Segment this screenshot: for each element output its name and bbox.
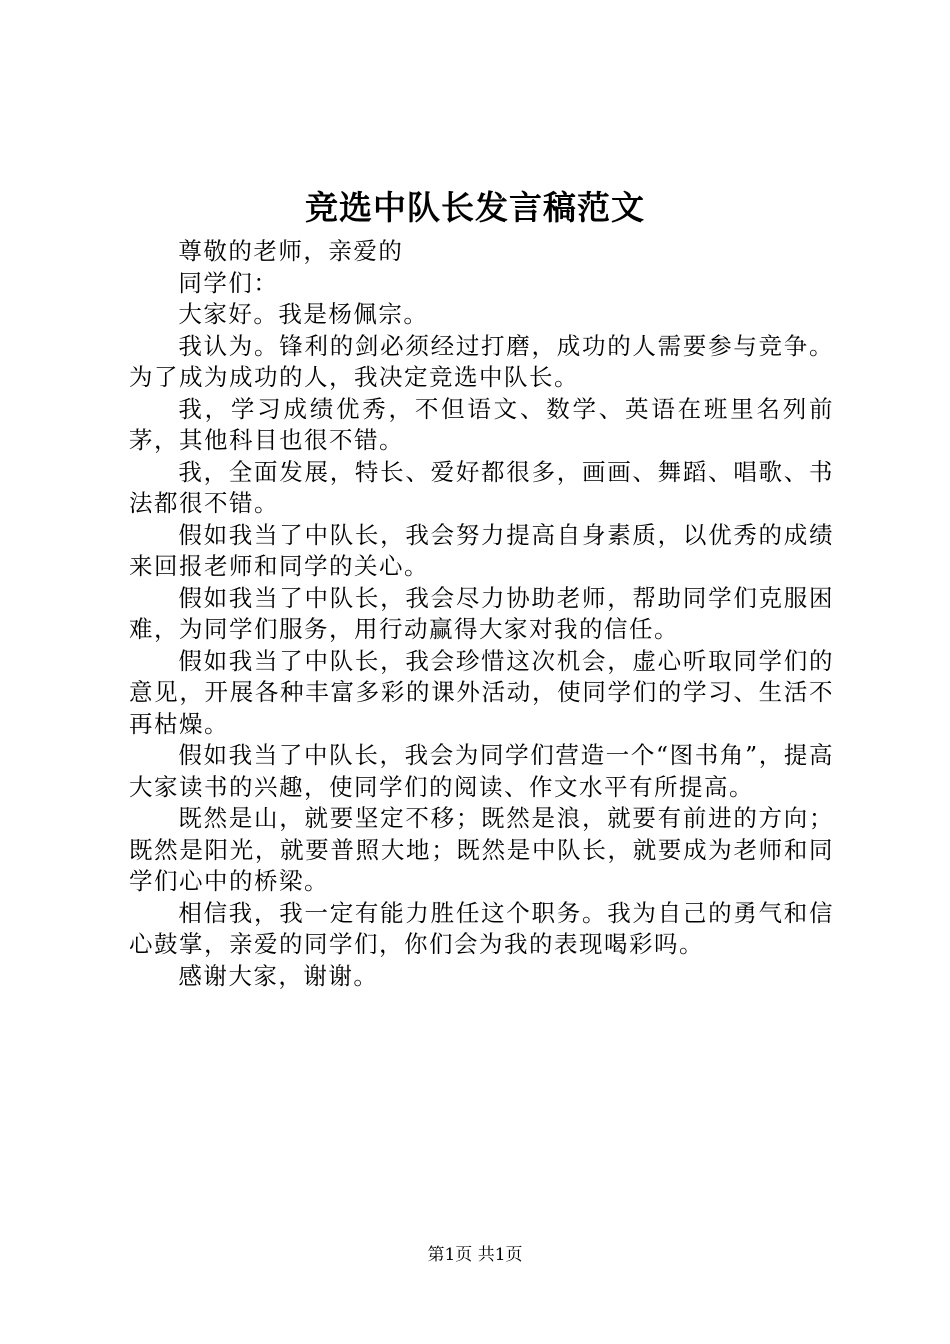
paragraph: 假如我当了中队长，我会珍惜这次机会，虚心听取同学们的意见，开展各种丰富多彩的课外活动，使同学们的学习、生活不再枯燥。 — [129, 646, 834, 738]
paragraph-closing: 感谢大家，谢谢。 — [178, 961, 379, 990]
paragraph: 相信我，我一定有能力胜任这个职务。我为自己的勇气和信心鼓掌，亲爱的同学们，你们会为我的表现喝彩吗。 — [129, 898, 834, 958]
document-body — [129, 236, 834, 992]
paragraph: 假如我当了中队长，我会为同学们营造一个“图书角”，提高大家读书的兴趣，使同学们的阅读、作文水平有所提高。 — [129, 741, 834, 801]
document-title: 竞选中队长发言稿范文 — [305, 188, 645, 227]
page-footer: 第1页 共1页 — [427, 1245, 523, 1265]
paragraph-greeting-cont: 同学们： — [178, 268, 279, 297]
paragraph: 既然是山，就要坚定不移；既然是浪，就要有前进的方向；既然是阳光，就要普照大地；既然是中队长，就要成为老师和同学们心中的桥梁。 — [129, 804, 834, 895]
paragraph-greeting: 尊敬的老师，亲爱的 — [178, 237, 404, 265]
paragraph: 假如我当了中队长，我会努力提高自身素质，以优秀的成绩来回报老师和同学的关心。 — [129, 520, 834, 580]
paragraph-intro: 大家好。我是杨佩宗。 — [178, 300, 429, 328]
paragraph: 我认为。锋利的剑必须经过打磨，成功的人需要参与竞争。为了成为成功的人，我决定竞选中队长。 — [129, 331, 834, 391]
paragraph: 我，全面发展，特长、爱好都很多，画画、舞蹈、唱歌、书法都很不错。 — [129, 457, 834, 517]
paragraph: 我，学习成绩优秀，不但语文、数学、英语在班里名列前茅，其他科目也很不错。 — [129, 394, 834, 454]
paragraph: 假如我当了中队长，我会尽力协助老师，帮助同学们克服困难，为同学们服务，用行动赢得大家对我的信任。 — [129, 583, 834, 643]
